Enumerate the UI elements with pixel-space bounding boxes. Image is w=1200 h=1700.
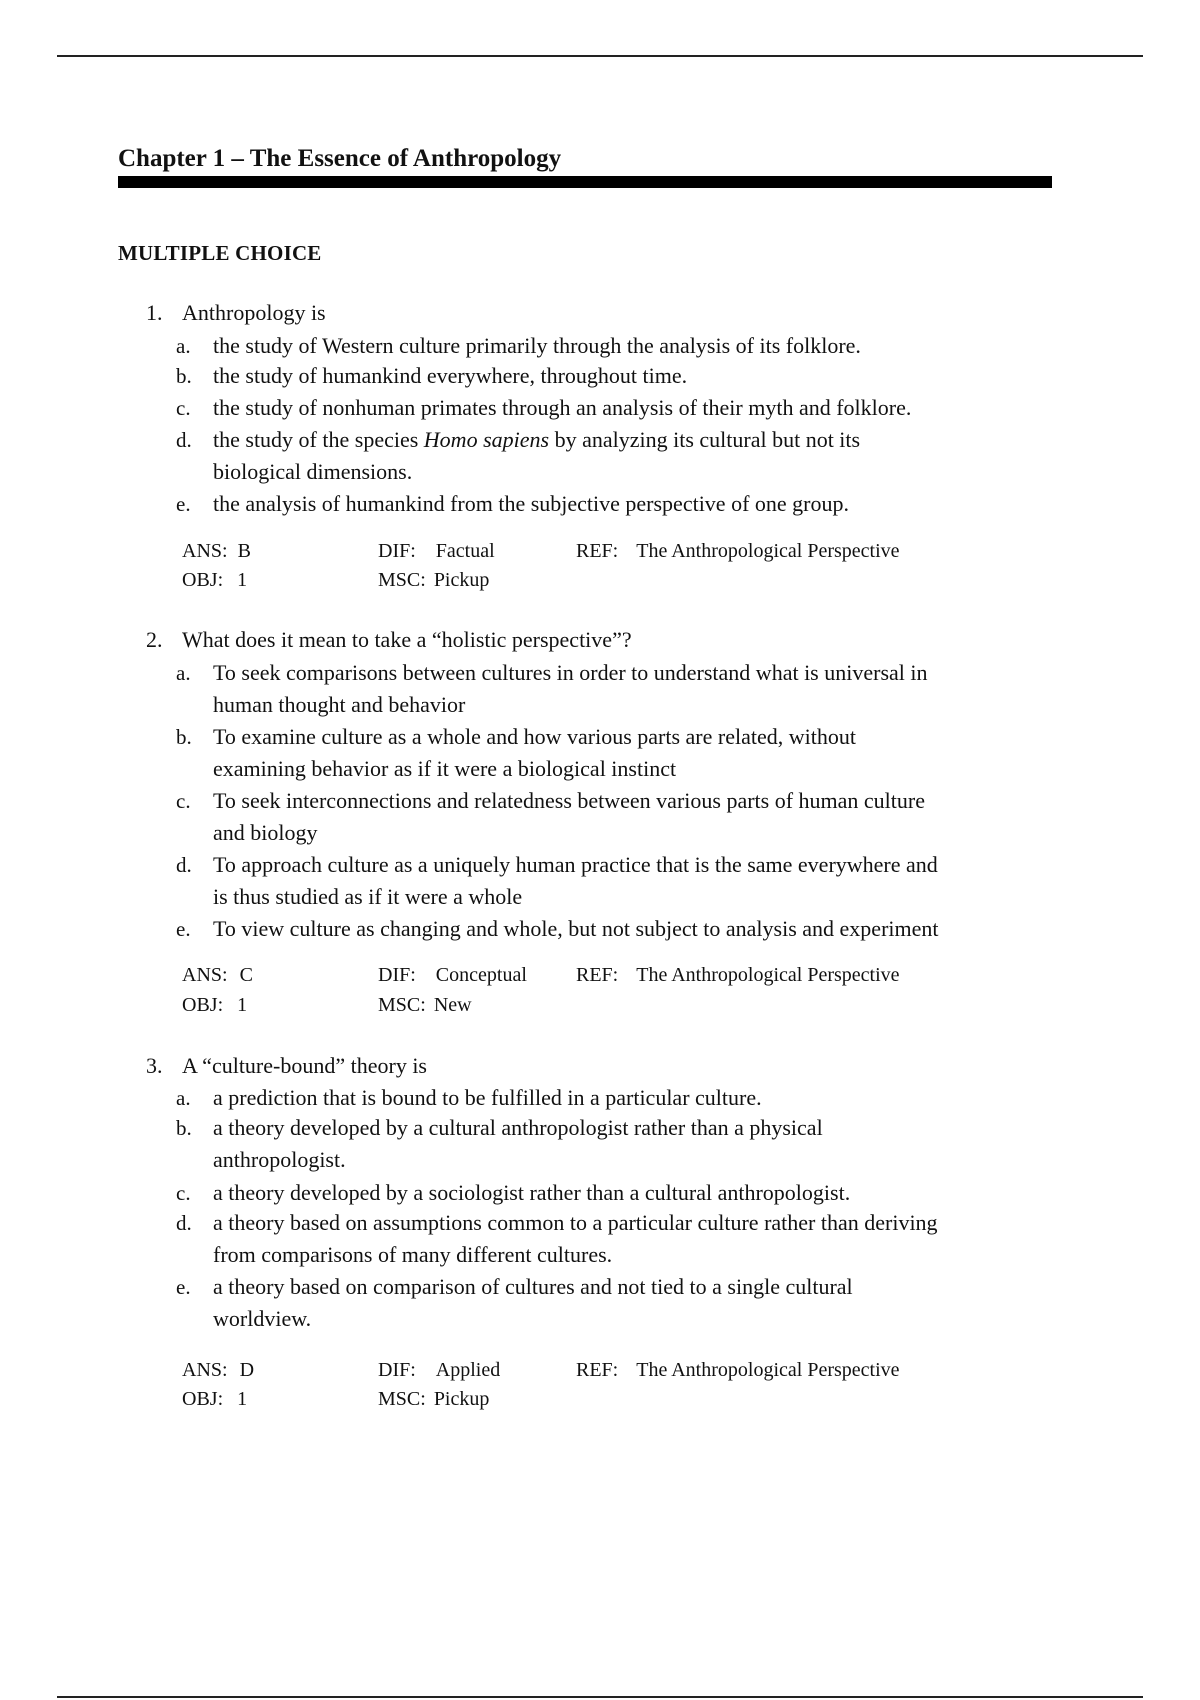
reference-label: REF: — [576, 964, 619, 986]
misc-value: Pickup — [433, 1388, 490, 1410]
bottom-rule — [57, 1696, 1143, 1698]
option-text: the study of humankind everywhere, throughout time. — [213, 363, 688, 388]
top-rule — [57, 55, 1143, 57]
reference-label: REF: — [576, 540, 619, 562]
option-letter: b. — [176, 364, 192, 388]
difficulty-value: Factual — [435, 540, 495, 562]
difficulty-field — [378, 964, 527, 987]
answer-key-value: C — [239, 964, 253, 986]
option-letter: a. — [176, 661, 191, 685]
answer-field — [182, 1359, 254, 1382]
option-text-part: by analyzing its cultural but not its biological dimensions. — [213, 427, 861, 484]
difficulty-label: DIF: — [378, 540, 416, 562]
objective-field — [182, 569, 247, 592]
objective-field — [182, 994, 247, 1017]
option-letter: c. — [176, 396, 191, 420]
option-text-part: the study of the species — [213, 427, 424, 452]
difficulty-field — [378, 540, 495, 563]
option-text: a theory based on comparison of cultures and not tied to a single cultural worldview. — [213, 1274, 853, 1331]
question-number: 1. — [146, 300, 163, 325]
option-text: a theory developed by a cultural anthropologist rather than a physical anthropologist. — [213, 1115, 823, 1172]
answer-key-value: D — [239, 1359, 255, 1381]
question-stem: A “culture-bound” theory is — [182, 1053, 427, 1078]
misc-field — [378, 1388, 489, 1411]
species-name-italic: Homo sapiens — [423, 427, 550, 452]
option-text: the study of nonhuman primates through an analysis of their myth and folklore. — [213, 395, 912, 420]
question-stem: Anthropology is — [182, 300, 326, 325]
misc-value: Pickup — [433, 569, 490, 591]
reference-value: The Anthropological Perspective — [636, 964, 900, 986]
option-letter: e. — [176, 492, 191, 516]
answer-field — [182, 540, 251, 563]
objective-label: OBJ: — [182, 994, 224, 1016]
option-text-italic-species — [213, 424, 1043, 488]
reference-field — [576, 1359, 900, 1382]
option-letter: e. — [176, 917, 191, 941]
option-letter: b. — [176, 725, 192, 749]
option-letter: d. — [176, 428, 192, 452]
chapter-title: Chapter 1 – The Essence of Anthropology — [118, 145, 562, 172]
answer-key-label: ANS: — [182, 1359, 228, 1381]
difficulty-label: DIF: — [378, 964, 416, 986]
misc-label: MSC: — [378, 994, 426, 1016]
reference-value: The Anthropological Perspective — [636, 540, 900, 562]
reference-label: REF: — [576, 1359, 619, 1381]
option-letter: d. — [176, 853, 192, 877]
objective-label: OBJ: — [182, 569, 224, 591]
option-text: a prediction that is bound to be fulfilled in a particular culture. — [213, 1085, 762, 1110]
reference-value: The Anthropological Perspective — [636, 1359, 900, 1381]
title-underline-bar — [118, 176, 1052, 188]
objective-value: 1 — [237, 994, 248, 1016]
option-letter: e. — [176, 1275, 191, 1299]
option-letter: b. — [176, 1116, 192, 1140]
objective-label: OBJ: — [182, 1388, 224, 1410]
answer-key-label: ANS: — [182, 964, 228, 986]
misc-value: New — [433, 994, 472, 1016]
option-text: To approach culture as a uniquely human practice that is the same everywhere and is thus studied as if it were a whole — [213, 852, 938, 909]
option-letter: a. — [176, 334, 191, 358]
option-text: the study of Western culture primarily through the analysis of its folklore. — [213, 333, 861, 358]
answer-key-label: ANS: — [182, 540, 228, 562]
misc-label: MSC: — [378, 569, 426, 591]
misc-field — [378, 994, 472, 1017]
option-text: To seek interconnections and relatedness between various parts of human culture and biology — [213, 788, 925, 845]
option-text: To view culture as changing and whole, but not subject to analysis and experiment — [213, 916, 939, 941]
reference-field — [576, 540, 900, 563]
option-text: a theory based on assumptions common to a particular culture rather than deriving from comparisons of many different cultures. — [213, 1210, 938, 1267]
question-number: 2. — [146, 627, 163, 652]
option-text: To examine culture as a whole and how various parts are related, without examining behavior as if it were a biological instinct — [213, 724, 856, 781]
question-stem: What does it mean to take a “holistic perspective”? — [182, 627, 632, 652]
objective-field — [182, 1388, 247, 1411]
option-letter: d. — [176, 1211, 192, 1235]
difficulty-value: Conceptual — [435, 964, 527, 986]
difficulty-label: DIF: — [378, 1359, 416, 1381]
question-number: 3. — [146, 1053, 163, 1078]
option-text: the analysis of humankind from the subjective perspective of one group. — [213, 491, 849, 516]
difficulty-value: Applied — [435, 1359, 501, 1381]
option-letter: c. — [176, 789, 191, 813]
option-text: a theory developed by a sociologist rather than a cultural anthropologist. — [213, 1180, 851, 1205]
option-letter: a. — [176, 1086, 191, 1110]
misc-field — [378, 569, 489, 592]
section-heading: MULTIPLE CHOICE — [118, 241, 322, 265]
difficulty-field — [378, 1359, 500, 1382]
option-letter: c. — [176, 1181, 191, 1205]
reference-field — [576, 964, 900, 987]
misc-label: MSC: — [378, 1388, 426, 1410]
objective-value: 1 — [237, 1388, 248, 1410]
option-text: To seek comparisons between cultures in order to understand what is universal in human thought and behavior — [213, 660, 928, 717]
answer-field — [182, 964, 253, 987]
objective-value: 1 — [237, 569, 248, 591]
answer-key-value: B — [237, 540, 251, 562]
